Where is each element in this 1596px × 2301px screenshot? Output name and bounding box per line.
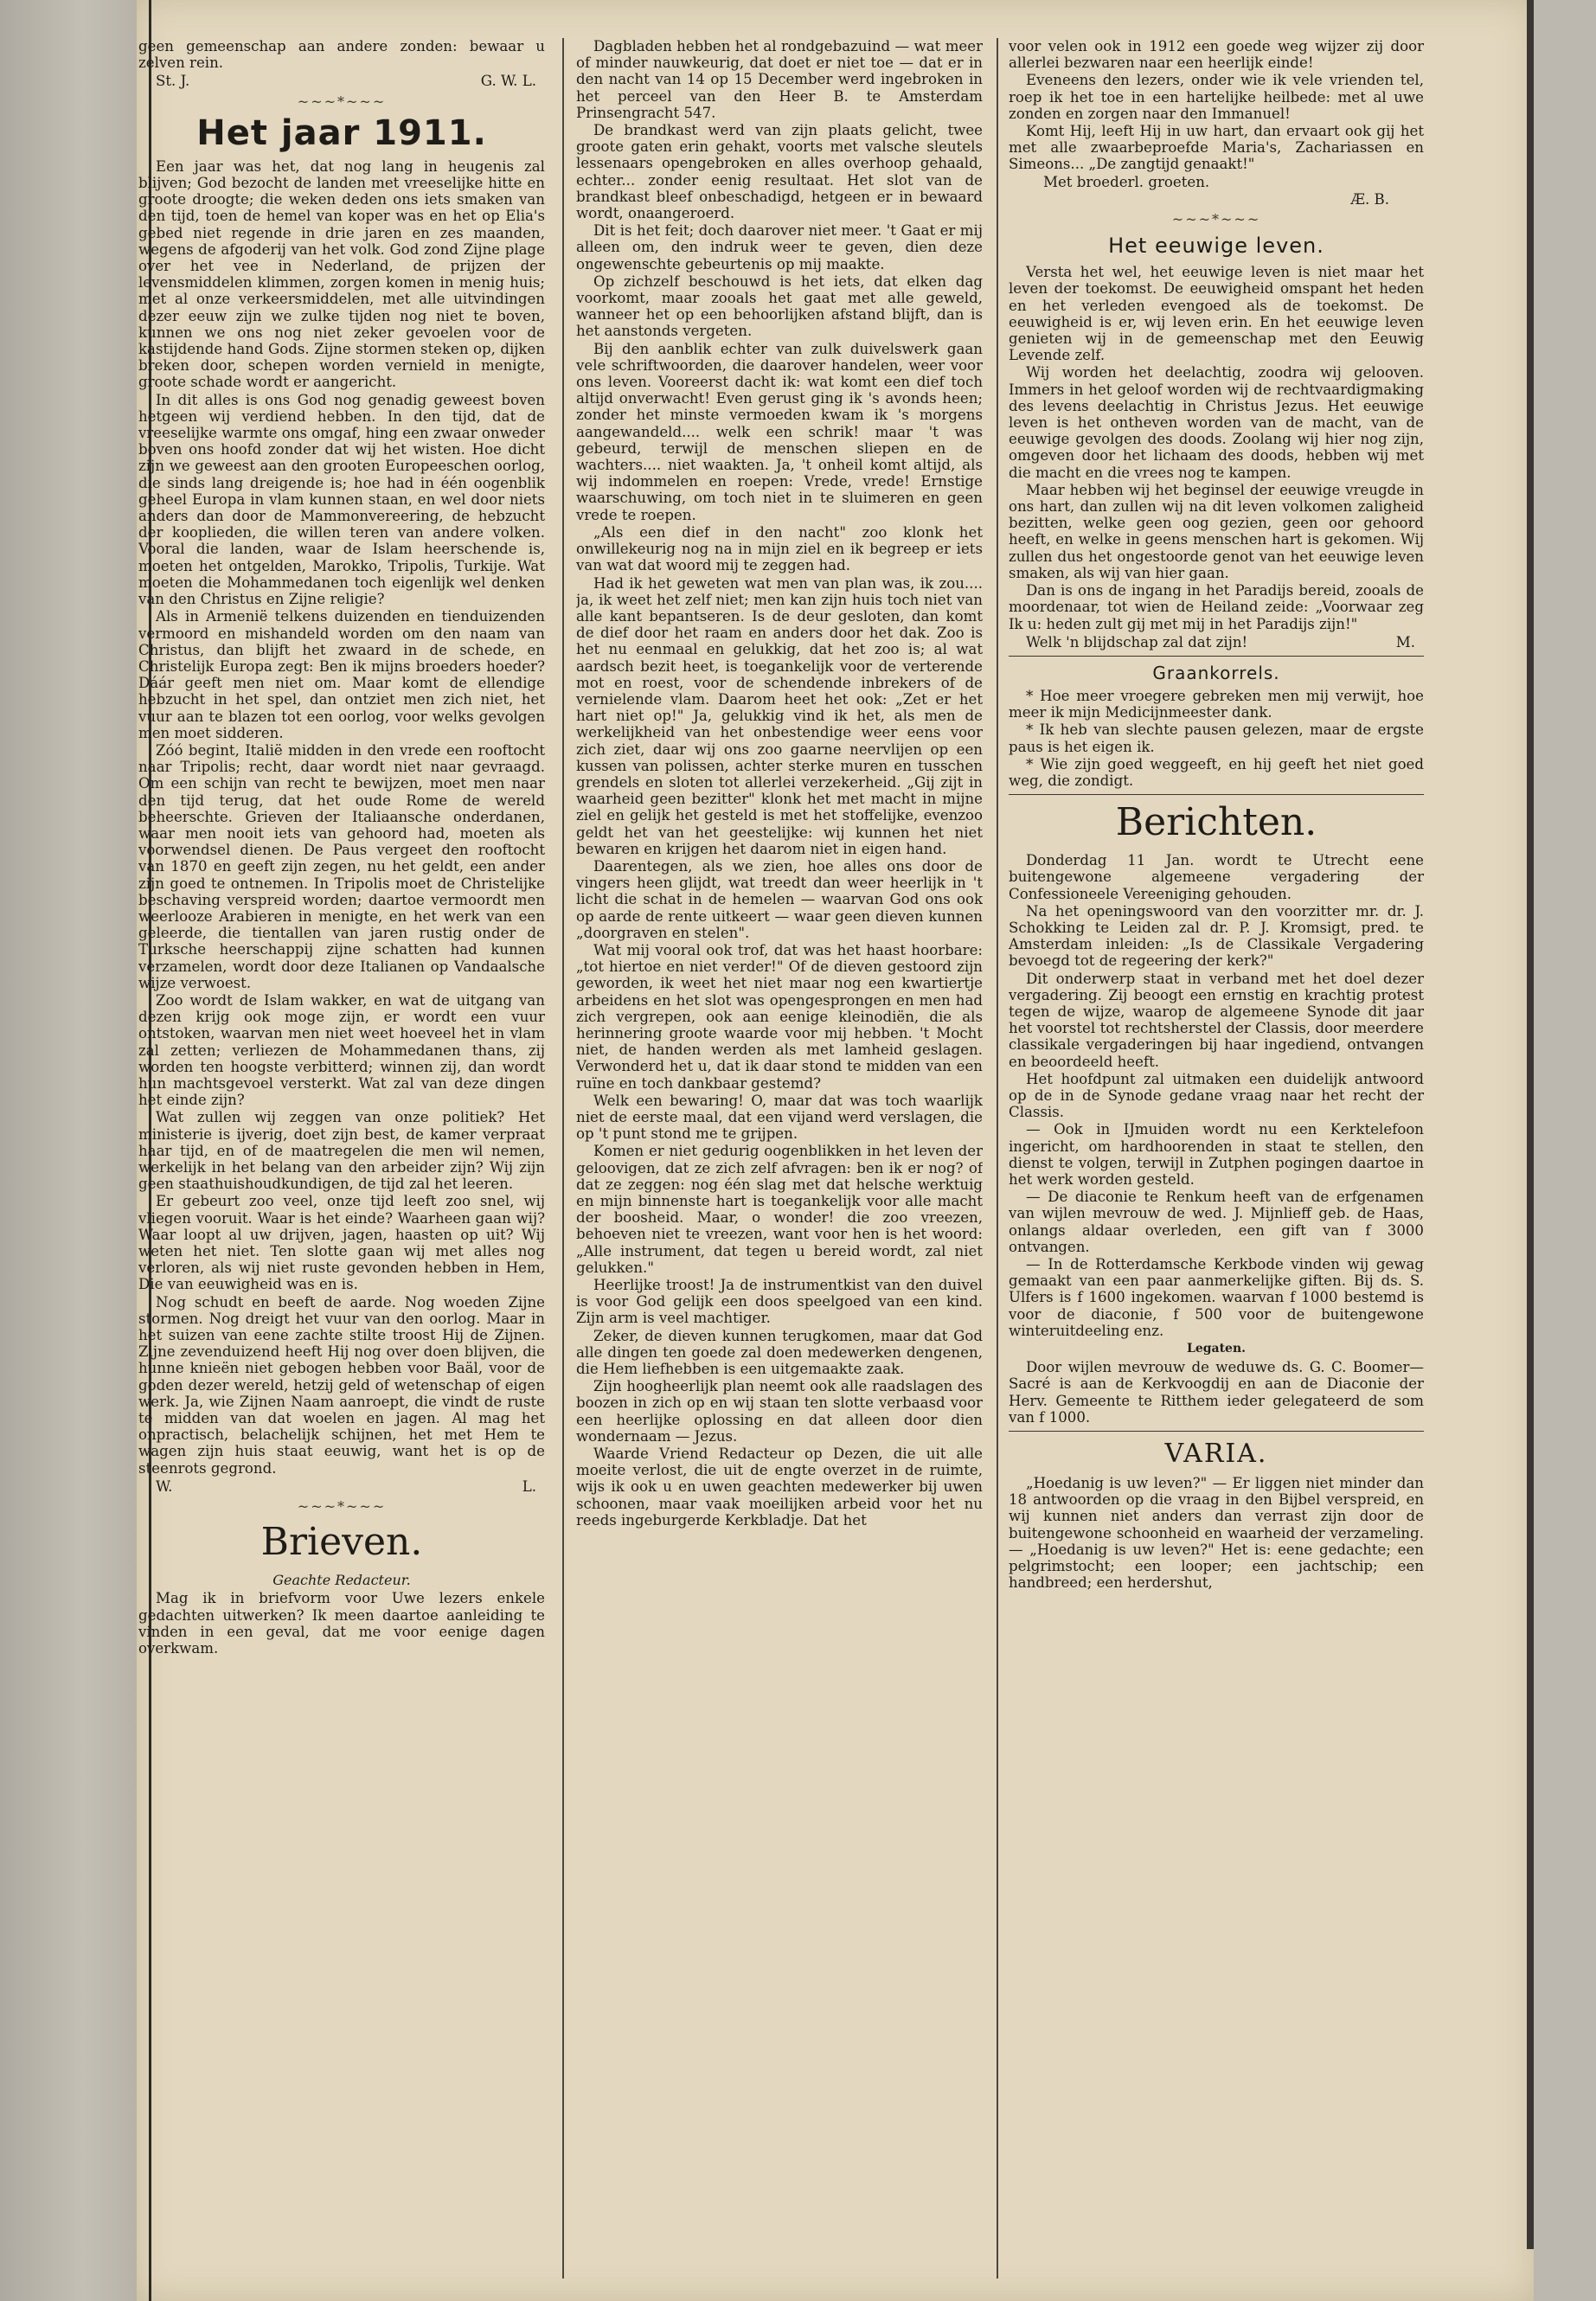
paragraph: Komen er niet gedurig oogenblikken in het leven der geloovigen, dat ze zich zelf afvragen: ben ik er nog? of dat ze zeggen: nog één slag met dat helsche werktuig en mijn binnenste hart is toegankelijk voor alle macht der boosheid. Maar, o wonder! die zoo vreezen, behoeven niet te vreezen, want voor hen is het woord: „Alle instrument, dat tegen u bereid wordt, zal niet gelukken." [576,1143,983,1276]
paragraph: Een jaar was het, dat nog lang in heugenis zal blijven; God bezocht de landen met vreeselijke hitte en groote droogte; die weken deden ons iets smaken van den tijd, toen de hemel van koper was en het op Elia's gebed niet regende in drie jaren en zes maanden, wegens de afgoderij van het volk. God zond Zijne plage over het vee in Nederland, de prijzen der levensmiddelen klimmen, zorgen komen in menig huis; met al onze verkeersmiddelen, met alle uitvindingen dezer eeuw zijn we zulke tijden nog niet te boven, kunnen we ons nog niet zeker gevoelen voor de kastijdende hand Gods. Zijne stormen steken op, dijken breken door, schepen worden vernield in menigte, groote schade wordt er aangericht. [138,157,545,391]
paragraph: Donderdag 11 Jan. wordt te Utrecht eene buitengewone algemeene vergadering der Confessioneele Vereeniging gehouden. [1009,852,1424,902]
paragraph: Dagbladen hebben het al rondgebazuind — wat meer of minder nauwkeurig, dat doet er niet toe — dat er in den nacht van 14 op 15 December werd ingebroken in het perceel van den Heer B. te Amsterdam Prinsengracht 547. [576,38,983,121]
paragraph: Op zichzelf beschouwd is het iets, dat elken dag voorkomt, maar zooals het gaat met alle geweld, wanneer het op een behoorlijken afstand blijft, dan is het aanstonds vergeten. [576,272,983,340]
column-divider-1 [562,38,564,2279]
scan-background [0,0,138,2301]
article-heading-het-jaar: Het jaar 1911. [196,112,487,153]
signature-line [156,1478,536,1495]
section-heading-eeuwige-leven: Het eeuwige leven. [1108,234,1324,259]
ornament-divider: ~~~*~~~ [1171,211,1261,228]
column-1 [138,38,545,2279]
aphorism: * Ik heb van slechte pausen gelezen, maar de ergste paus is het eigen ik. [1009,721,1424,755]
paragraph: — Ook in IJmuiden wordt nu een Kerktelefoon ingericht, om hardhoorenden in staat te stellen, den dienst te volgen, terwijl in Zutphen pogingen daartoe in het werk worden gesteld. [1009,1121,1424,1188]
paragraph: „Als een dief in den nacht" zoo klonk het onwillekeurig nog na in mijn ziel en ik begreep er iets van wat dat woord mij te zeggen had. [576,523,983,574]
aphorism: * Wie zijn goed weggeeft, en hij geeft het niet goed weg, die zondigt. [1009,755,1424,789]
paragraph: „Hoedanig is uw leven?" — Er liggen niet minder dan 18 antwoorden op die vraag in den Bijbel verspreid, en wij kunnen niet anders dan verrast zijn door de buitengewone schoonheid en waarheid der verzameling. — „Hoedanig is uw leven?" Het is: eene gedachte; een pelgrimstocht; een looper; een jachtschip; een handbreed; een herdershut, [1009,1475,1424,1592]
ornament-divider: ~~~*~~~ [297,1498,387,1516]
signature-line [1026,634,1415,651]
paragraph: Heerlijke troost! Ja de instrumentkist van den duivel is voor God gelijk een doos speelgoed van een kind. Zijn arm is veel machtiger. [576,1277,983,1327]
right-border-rule [1527,0,1534,2249]
paragraph: Waarde Vriend Redacteur op Dezen, die uit alle moeite verlost, die uit de engte overzet in de ruimte, wijs ik ook u en uwen geachten medewerker bij uwen schoonen, maar vaak moeilijken arbeid voor het nu reeds ingeburgerde Kerkbladje. Dat het [576,1445,983,1529]
paragraph: Welk een bewaring! O, maar dat was toch waarlijk niet de eerste maal, dat een vijand werd verslagen, die op 't punt stond me te grijpen. [576,1092,983,1143]
section-heading-berichten: Berichten. [1115,800,1317,845]
greeting: Met broederl. groeten. [1043,173,1210,190]
paragraph: Zoo wordt de Islam wakker, en wat de uitgang van dezen krijg ook moge zijn, er wordt een vuur ontstoken, waarvan men niet weet hoeveel het in vlam zal zetten; verliezen de Mohammedanen thans, zij worden ten hoogste verbitterd; winnen zij, dan wordt hun machtsgevoel versterkt. Wat zal van deze dingen het einde zijn? [138,991,545,1109]
signature-right: L. [522,1477,536,1495]
paragraph: Wat zullen wij zeggen van onze politiek? Het ministerie is ijverig, doet zijn best, de kamer verpraat haar tijd, en of de maatregelen die men wil nemen, werkelijk in het belang van den arbeider zijn? Wij zijn geen staathuishoudkundigen, de tijd zal het leeren. [138,1109,545,1193]
paragraph: Daarentegen, als we zien, hoe alles ons door de vingers heen glijdt, wat treedt dan weer heerlijk in 't licht die schat in de hemelen — waarvan God ons ook op aarde de rente uitkeert — waar geen dieven kunnen „doorgraven en stelen". [576,857,983,941]
aphorism: * Hoe meer vroegere gebreken men mij verwijt, hoe meer ik mijn Medicijnmeester dank. [1009,687,1424,721]
paragraph: In dit alles is ons God nog genadig geweest boven hetgeen wij verdiend hebben. In den tijd, dat de vreeselijke warmte ons omgaf, hing een zwaar onweder boven ons hoofd zonder dat wij het wisten. Hoe dicht zijn we geweest aan den grooten Europeeschen oorlog, die sinds lang dreigende is; hoe had in één oogenblik geheel Europa in vlam kunnen staan, en wel door niets anders dan door de Mammonvereering, de hebzucht der kooplieden, die willen teren van andere volken. Vooral die landen, waar de Islam heerschende is, moeten het ontgelden, Marokko, Tripolis, Turkije. Wat moeten die Mohammedanen toch eigenlijk wel denken van den Christus en Zijne religie? [138,391,545,608]
paragraph: Wat mij vooral ook trof, dat was het haast hoorbare: „tot hiertoe en niet verder!" Of de dieven gestoord zijn geworden, ik weet het niet maar nog een kwartiertje arbeidens en het slot was opengesprongen en men had zich vergrepen, ook aan eenige kleinodiën, die als herinnering groote waarde voor mij hebben. 't Mocht niet, de handen werden als met lamheid geslagen. Verwonderd het u, dat ik daar stond te midden van een ruïne en toch dankbaar gestemd? [576,941,983,1092]
paragraph: Door wijlen mevrouw de weduwe ds. G. C. Boomer—Sacré is aan de Kerkvoogdij en aan de Diaconie der Herv. Gemeente te Ritthem ieder gelegateerd de som van f 1000. [1009,1359,1424,1426]
subheading-legaten: Legaten. [1186,1342,1247,1356]
rule-divider [1009,1431,1424,1432]
paragraph: voor velen ook in 1912 een goede weg wijzer zij door allerlei bezwaren naar een heerlijk einde! [1009,38,1424,72]
paragraph: Dan is ons de ingang in het Paradijs bereid, zooals de moordenaar, tot wien de Heiland zeide: „Voorwaar zeg Ik u: heden zult gij met mij in het Paradijs zijn!" [1009,582,1424,632]
paragraph: — De diaconie te Renkum heeft van de erfgenamen van wijlen mevrouw de wed. J. Mijnlieff geb. de Haas, onlangs aldaar overleden, een gift van f 3000 ontvangen. [1009,1189,1424,1255]
rule-divider [1009,656,1424,657]
paragraph: Mag ik in briefvorm voor Uwe lezers enkele gedachten uitwerken? Ik meen daartoe aanleiding te vinden in een geval, dat me voor eenige dagen overkwam. [138,1590,545,1657]
paragraph: Het hoofdpunt zal uitmaken een duidelijk antwoord op de in de Synode gedane vraag naar het recht der Classis. [1009,1070,1424,1121]
paragraph: Als in Armenië telkens duizenden en tienduizenden vermoord en mishandeld worden om den naam van Christus, dan blijft het zwaard in de schede, en Christelijk Europa zegt: Ben ik mijns broeders hoeder? Dáár geeft men niet om. Maar komt de ellendige hebzucht in het spel, dan ontziet men zich niet, het vuur aan te blazen tot een oorlog, voor welks gevolgen men moet sidderen. [138,608,545,741]
column-divider-2 [997,38,998,2279]
signature-line [156,73,536,89]
rule-divider [1009,794,1424,795]
signature-right: M. [1395,633,1415,651]
paragraph: Zóó begint, Italië midden in den vrede een rooftocht naar Tripolis; recht, daar wordt niet naar gevraagd. Om een schijn van recht te bewijzen, moet men naar den tijd terug, dat het oude Rome de wereld beheerschte. Grieven der Italiaansche onderdanen, waar men nooit iets van gehoord had, moeten als voorwendsel dienen. De Paus vergeet den rooftocht van 1870 en geeft zijn zegen, nu het geldt, een ander zijn goed te ontnemen. In Tripolis moet de Christelijke beschaving verspreid worden; daartoe vermoordt men weerlooze Arabieren in menigte, en het werk van een geleerde, die tientallen van jaren rustig onder de Turksche heerschappij zijne schatten had kunnen verzamelen, wordt door deze Italianen op Vandaalsche wijze verwoest. [138,741,545,991]
paragraph: Dit is het feit; doch daarover niet meer. 't Gaat er mij alleen om, den indruk weer te geven, dien deze ongewenschte gebeurtenis op mij maakte. [576,222,983,272]
paragraph: Had ik het geweten wat men van plan was, ik zou.... ja, ik weet het zelf niet; men kan zijn huis toch niet van alle kant bepantseren. Is de deur gesloten, dan komt de dief door het raam en anders door het dak. Zoo is het nu eenmaal en gelukkig, dat het zoo is; al wat aardsch bezit heet, is toegankelijk voor de verterende mot en roest, voor de schendende inbrekers of de vernielende vlam. Daarom heet het ook: „Zet er het hart niet op!" Ja, gelukkig vind ik het, als men de werkelijkheid van het onbestendige weer eens voor zich ziet, daar wij ons zoo gaarne neervlijen op een kussen van polissen, achter sterke muren en tusschen grendels en sloten tot allerlei verzekerheid. „Gij zijt in waarheid geen bezitter" klonk het met macht in mijne ziel en gelijk het gesteld is met het stoffelijke, evenzoo geldt het van het geestelijke: wij kunnen het niet bewaren en krijgen het daarom niet in eigen hand. [576,574,983,857]
paragraph: Maar hebben wij het beginsel der eeuwige vreugde in ons hart, dan zullen wij na dit leven volkomen zaligheid bezitten, welke geen oog gezien, geen oor gehoord heeft, en welke in geens menschen hart is gekomen. Wij zullen dus het ongestoorde genot van het eeuwige leven smaken, als wij van hier gaan. [1009,481,1424,581]
section-heading-varia: VARIA. [1164,1439,1268,1470]
paragraph: Komt Hij, leeft Hij in uw hart, dan ervaart ook gij het met alle zwaarbeproefde Maria's, Zachariassen en Simeons... „De zangtijd genaakt!" [1009,123,1424,173]
paragraph: Nog schudt en beeft de aarde. Nog woeden Zijne stormen. Nog dreigt het vuur van den oorlog. Maar in het suizen van eene zachte stilte troost Hij de Zijnen. Zijne zevenduizend heeft Hij nog over doen blijven, die hunne knieën niet gebogen hebben voor Baäl, voor de goden dezer wereld, hetzij geld of wetenschap of eigen werk. Ja, wie Zijnen Naam aanroept, die vindt de ruste te midden van dat woelen en jagen. Al mag het onpractisch, belachelijk schijnen, het met Hem te wagen zijn huis staat eeuwig, want het is op de steenrots gegrond. [138,1293,545,1477]
paragraph: Versta het wel, het eeuwige leven is niet maar het leven der toekomst. De eeuwigheid omspant het heden en het verleden evengoed als de toekomst. De eeuwigheid is er, wij leven erin. En het eeuwige leven genieten wij in de gemeenschap met den Eeuwig Levende zelf. [1009,264,1424,364]
column-2 [576,38,983,2279]
section-heading-graankorrels: Graankorrels. [1152,662,1280,683]
paragraph: Zeker, de dieven kunnen terugkomen, maar dat God alle dingen ten goede zal doen medewerken dengenen, die Hem liefhebben is een uitgemaakte zaak. [576,1327,983,1378]
paragraph: De brandkast werd van zijn plaats gelicht, twee groote gaten erin gehakt, voorts met valsche sleutels lessenaars opengebroken en alles overhoop gehaald, echter... zonder eenig resultaat. Het slot van de brandkast bleef onbeschadigd, hetgeen er in bewaard wordt, onaangeroerd. [576,122,983,222]
signature: Æ. B. [1350,190,1389,208]
intro-text: geen gemeenschap aan andere zonden: bewaar u zelven rein. [138,38,545,72]
paragraph: Na het openingswoord van den voorzitter mr. dr. J. Schokking te Leiden zal dr. P. J. Kromsigt, pred. te Amsterdam inleiden: „Is de Classikale Vergadering bevoegd tot de regeering der kerk?" [1009,902,1424,970]
signature-left: St. J. [156,73,190,90]
paragraph: Wij worden het deelachtig, zoodra wij gelooven. Immers in het geloof worden wij de rechtvaardigmaking des levens deelachtig in Christus Jezus. Het eeuwige leven is het ontheven worden van de macht, van de eeuwige gevolgen des doods. Zoolang wij hier nog zijn, omgeven door het lichaam des doods, hebben wij met die macht en die vrees nog te kampen. [1009,364,1424,481]
salutation: Geachte Redacteur. [272,1572,411,1589]
paragraph: Er gebeurt zoo veel, onze tijd leeft zoo snel, wij vliegen vooruit. Waar is het einde? Waarheen gaan wij? Waar loopt al uw drijven, jagen, haasten op uit? Wij weten het niet. Ten slotte gaan wij met alles nog verloren, als wij niet ruste gevonden hebben in Hem, Die van eeuwigheid was en is. [138,1193,545,1293]
ornament-divider: ~~~*~~~ [297,93,387,110]
paragraph: Eveneens den lezers, onder wie ik vele vrienden tel, roep ik het toe in een hartelijke heilbede: met al uwe zonden en zorgen naar den Immanuel! [1009,72,1424,122]
paragraph: Zijn hoogheerlijk plan neemt ook alle raadslagen des boozen in zich op en wij staan ten slotte verbaasd voor een heerlijke oplossing en dat alleen door dien wondernaam — Jezus. [576,1378,983,1445]
signature-left: W. [156,1477,173,1495]
paragraph: — In de Rotterdamsche Kerkbode vinden wij gewag gemaakt van een paar aanmerkelijke giften. Bij ds. S. Ulfers is f 1600 ingekomen. waarvan f 1000 bestemd is voor de diaconie, f 500 voor de buitengewone winteruitdeeling enz. [1009,1256,1424,1339]
paragraph: Bij den aanblik echter van zulk duivelswerk gaan vele schriftwoorden, die daarover handelen, weer voor ons leven. Vooreerst dacht ik: wat komt een dief toch altijd onverwacht! Even gerust ging ik 's avonds heen; zonder het minste vermoeden kwam ik 's morgens aangewandeld.... welk een schrik! maar 't was gebeurd, terwijl de menschen sliepen en de wachters.... niet waakten. Ja, 't onheil komt altijd, als wij indommelen en roepen: Vrede, vrede! Ernstige waarschuwing, om toch niet in te sluimeren en geen vrede te roepen. [576,340,983,523]
signature-right: G. W. L. [480,73,536,90]
paragraph: Dit onderwerp staat in verband met het doel dezer vergadering. Zij beoogt een ernstig en krachtig protest tegen de wijze, waarop de algemeene Synode dit jaar het voorstel tot rechtsherstel der Classis, door meerdere classikale vergaderingen bij haar ingediend, ontvangen en beoordeeld heeft. [1009,970,1424,1070]
column-3 [1009,38,1424,2279]
section-heading-brieven: Brieven. [260,1520,423,1565]
closing-line: Welk 'n blijdschap zal dat zijn! [1026,633,1248,651]
